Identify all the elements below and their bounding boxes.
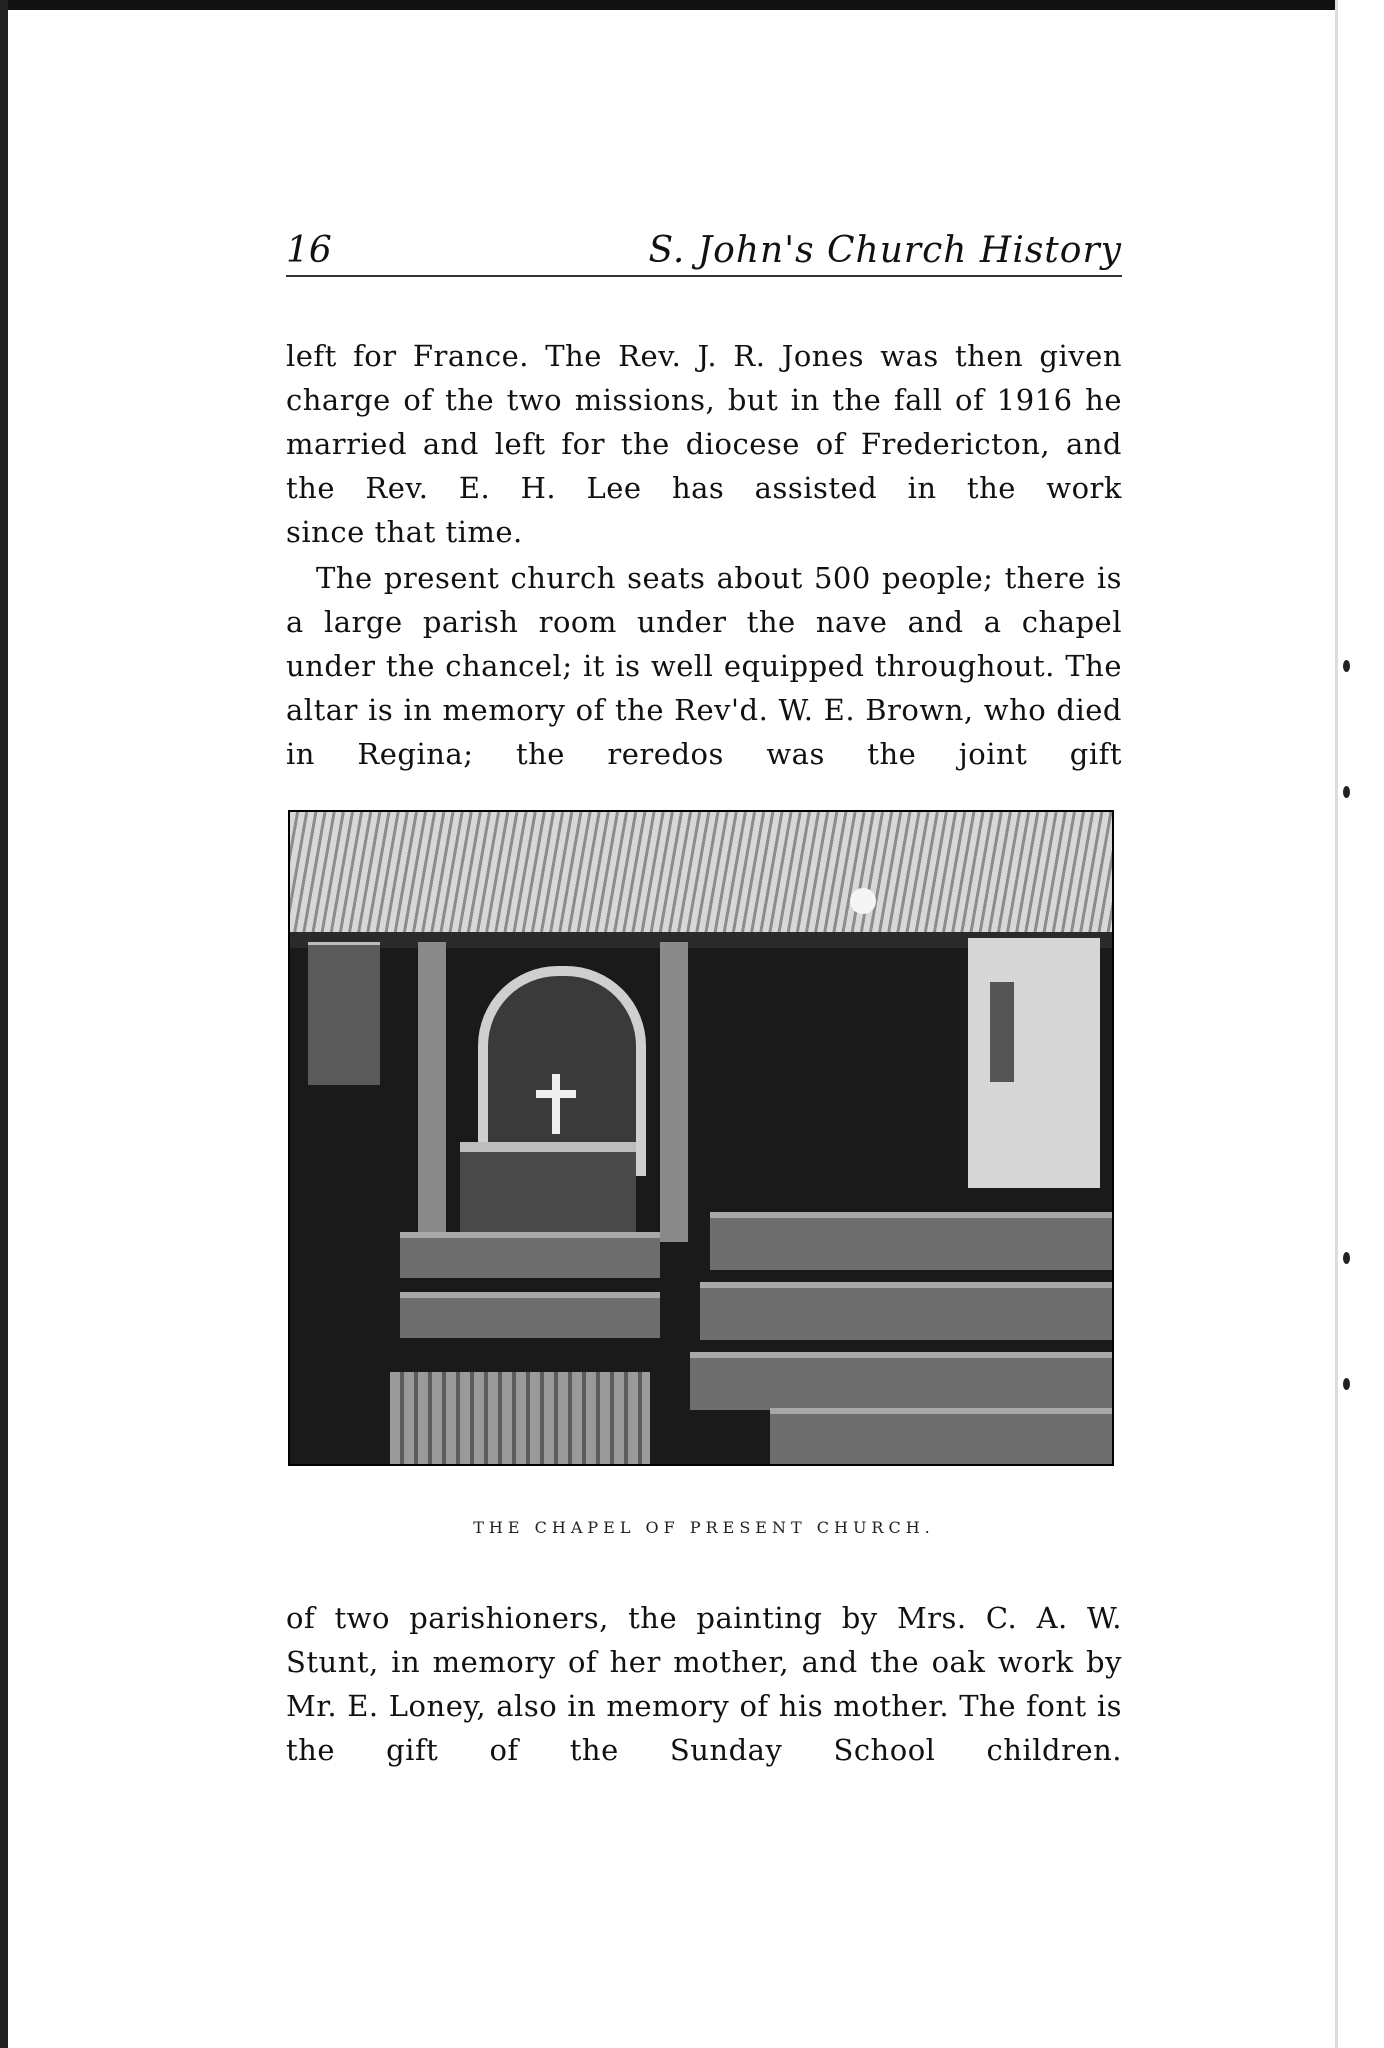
margin-mark — [1343, 1252, 1350, 1264]
photo-ceiling — [290, 812, 1112, 942]
photo-lamp — [850, 888, 876, 914]
chapel-photograph — [288, 810, 1114, 1466]
photo-pew — [770, 1408, 1112, 1466]
paragraph-2 — [286, 556, 1122, 776]
margin-mark — [1343, 660, 1350, 672]
paragraph-1-body: left for France. The Rev. J. R. Jones was then given charge of the two missions, but in the fall of 1916 he married and left for the diocese of Fredericton, and the Rev. E. H. Lee has assisted in the work — [286, 339, 1122, 505]
photo-pillar — [418, 942, 446, 1242]
header-rule — [286, 275, 1122, 277]
margin-mark — [1343, 786, 1350, 798]
photo-caption: THE CHAPEL OF PRESENT CHURCH. — [473, 1518, 935, 1537]
paragraph-3 — [286, 1596, 1122, 1772]
paragraph-3-body: of two parishioners, the painting by Mrs. C. A. W. Stunt, in memory of her mother, and the oak work by Mr. E. Loney, also in memory of his mother. The font is the gift of the Sunday School children. — [286, 1601, 1122, 1767]
margin-mark — [1343, 1378, 1350, 1390]
paragraph-1 — [286, 334, 1122, 554]
paragraph-2-body: The present church seats about 500 people; there is a large parish room under the nave and a chapel under the chancel; it is well equipped throughout. The altar is in memory of the Rev'd. W. E. Brown, who died in Regina; the reredos was the joint gift — [286, 561, 1122, 771]
photo-window-figure — [990, 982, 1014, 1082]
photo-pew — [400, 1292, 660, 1338]
running-head: S. John's Church History — [648, 230, 1122, 271]
photo-pew — [400, 1232, 660, 1278]
photo-flag — [308, 942, 380, 1085]
photo-altar — [460, 1142, 636, 1242]
photo-cross-bar — [536, 1090, 576, 1098]
photo-pew — [700, 1282, 1112, 1340]
photo-cross — [552, 1074, 560, 1134]
photo-pew — [710, 1212, 1112, 1270]
paragraph-1-last-line: since that time. — [286, 515, 523, 549]
photo-pillar — [660, 942, 688, 1242]
scan-right-edge — [1335, 0, 1384, 2048]
photo-pew — [690, 1352, 1112, 1410]
photo-floor — [390, 1372, 650, 1464]
scan-top-border — [0, 0, 1384, 10]
page-number: 16 — [286, 230, 332, 271]
photo-window — [968, 938, 1100, 1188]
page-header — [286, 230, 1122, 274]
scan-left-border — [0, 0, 8, 2048]
